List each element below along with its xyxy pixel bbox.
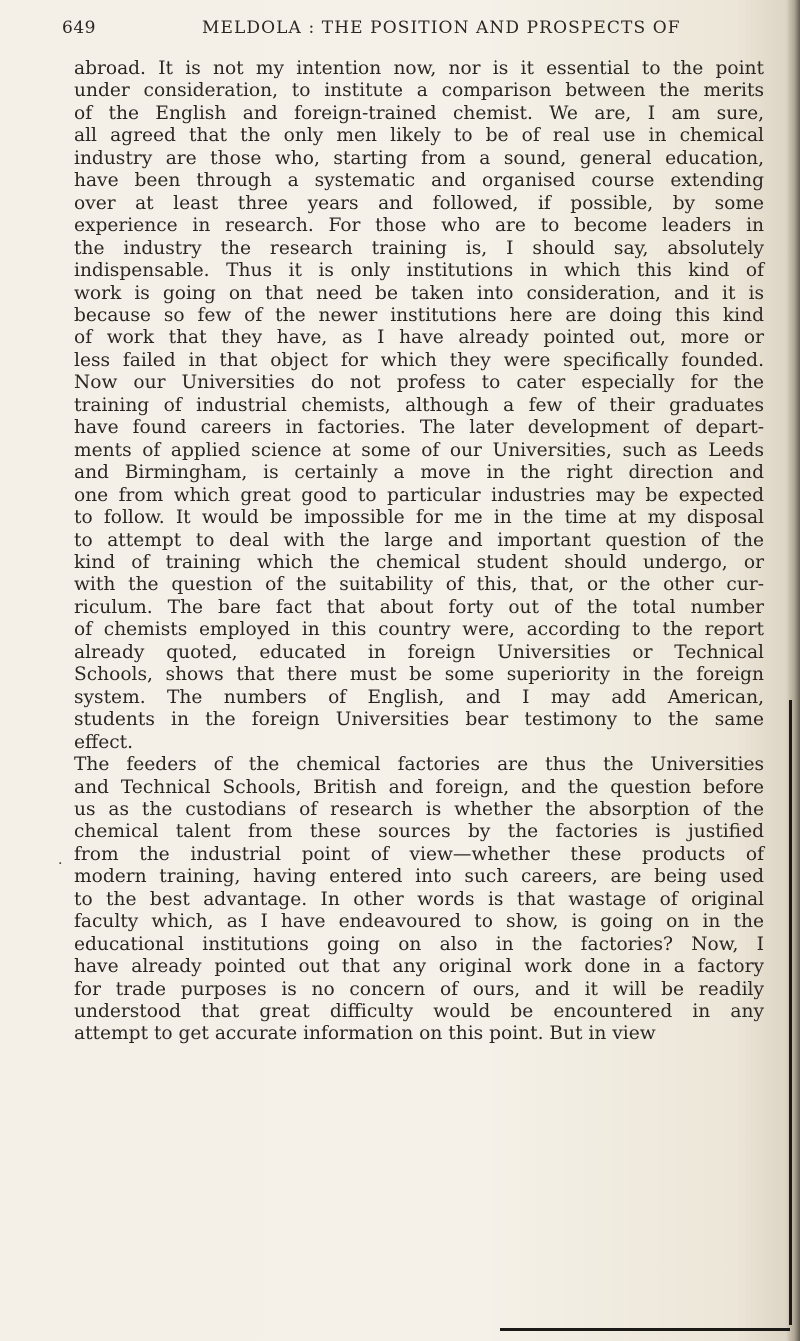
text-line: chemical talent from these sources by the factories is justified [74,821,764,843]
text-line: of the English and foreign-trained chemist. We are, I am sure, [74,102,764,124]
margin-mark: . [58,852,63,868]
text-line: of chemists employed in this country were, according to the report [74,619,764,641]
text-line: and Technical Schools, British and foreign, and the question before [74,776,764,798]
text-line: modern training, having entered into such careers, are being used [74,866,764,888]
text-line: kind of training which the chemical student should undergo, or [74,551,764,573]
text-line: industry are those who, starting from a sound, general education, [74,147,764,169]
text-line: all agreed that the only men likely to be of real use in chemical [74,125,764,147]
text-line: attempt to get accurate information on this point. But in view [74,1023,656,1045]
text-line: have found careers in factories. The later development of depart- [74,417,764,439]
text-line: understood that great difficulty would be encountered in any [74,1001,764,1023]
page-header [62,18,742,44]
text-line: the industry the research training is, I should say, absolutely [74,237,764,259]
text-line: have already pointed out that any original work done in a factory [74,956,764,978]
text-line: ments of applied science at some of our Universities, such as Leeds [74,439,764,461]
text-line: have been through a systematic and organised course extending [74,170,764,192]
text-line: under consideration, to institute a comparison between the merits [74,80,764,102]
text-line: because so few of the newer institutions here are doing this kind [74,304,764,326]
page-number: 649 [62,18,96,38]
text-line: riculum. The bare fact that about forty out of the total number [74,596,764,618]
text-line: educational institutions going on also in the factories? Now, I [74,933,764,955]
text-line: experience in research. For those who are to become leaders in [74,215,764,237]
text-line: faculty which, as I have endeavoured to show, is going on in the [74,911,764,933]
right-edge-rule [789,700,792,1325]
text-line: indispensable. Thus it is only institutions in which this kind of [74,260,764,282]
running-head: MELDOLA : THE POSITION AND PROSPECTS OF [202,18,681,38]
text-line: from the industrial point of view—whether these products of [74,843,764,865]
text-line: and Birmingham, is certainly a move in the right direction and [74,462,764,484]
text-line: effect. [74,731,134,753]
text-line: us as the custodians of research is whether the absorption of the [74,798,764,820]
text-line: students in the foreign Universities bear testimony to the same [74,709,764,731]
text-line: abroad. It is not my intention now, nor is it essential to the point [74,58,764,79]
text-line: Now our Universities do not profess to cater especially for the [74,372,764,394]
text-line: to follow. It would be impossible for me in the time at my disposal [74,507,764,529]
text-line: work is going on that need be taken into consideration, and it is [74,282,764,304]
text-line: one from which great good to particular industries may be expected [74,484,764,506]
text-line: The feeders of the chemical factories are thus the Universities [74,754,764,776]
text-line: Schools, shows that there must be some superiority in the foreign [74,664,764,686]
text-line: to attempt to deal with the large and important question of the [74,529,764,551]
bottom-edge-rule [500,1328,790,1331]
text-line: already quoted, educated in foreign Universities or Technical [74,641,764,663]
text-line: over at least three years and followed, if possible, by some [74,192,764,214]
body-text [74,58,764,1046]
text-line: with the question of the suitability of this, that, or the other cur- [74,574,764,596]
text-line: less failed in that object for which they were specifically founded. [74,349,764,371]
text-line: system. The numbers of English, and I may add American, [74,686,764,708]
text-line: to the best advantage. In other words is that wastage of original [74,888,764,910]
text-line: training of industrial chemists, although a few of their graduates [74,394,764,416]
text-line: for trade purposes is no concern of ours, and it will be readily [74,978,764,1000]
text-line: of work that they have, as I have already pointed out, more or [74,327,764,349]
